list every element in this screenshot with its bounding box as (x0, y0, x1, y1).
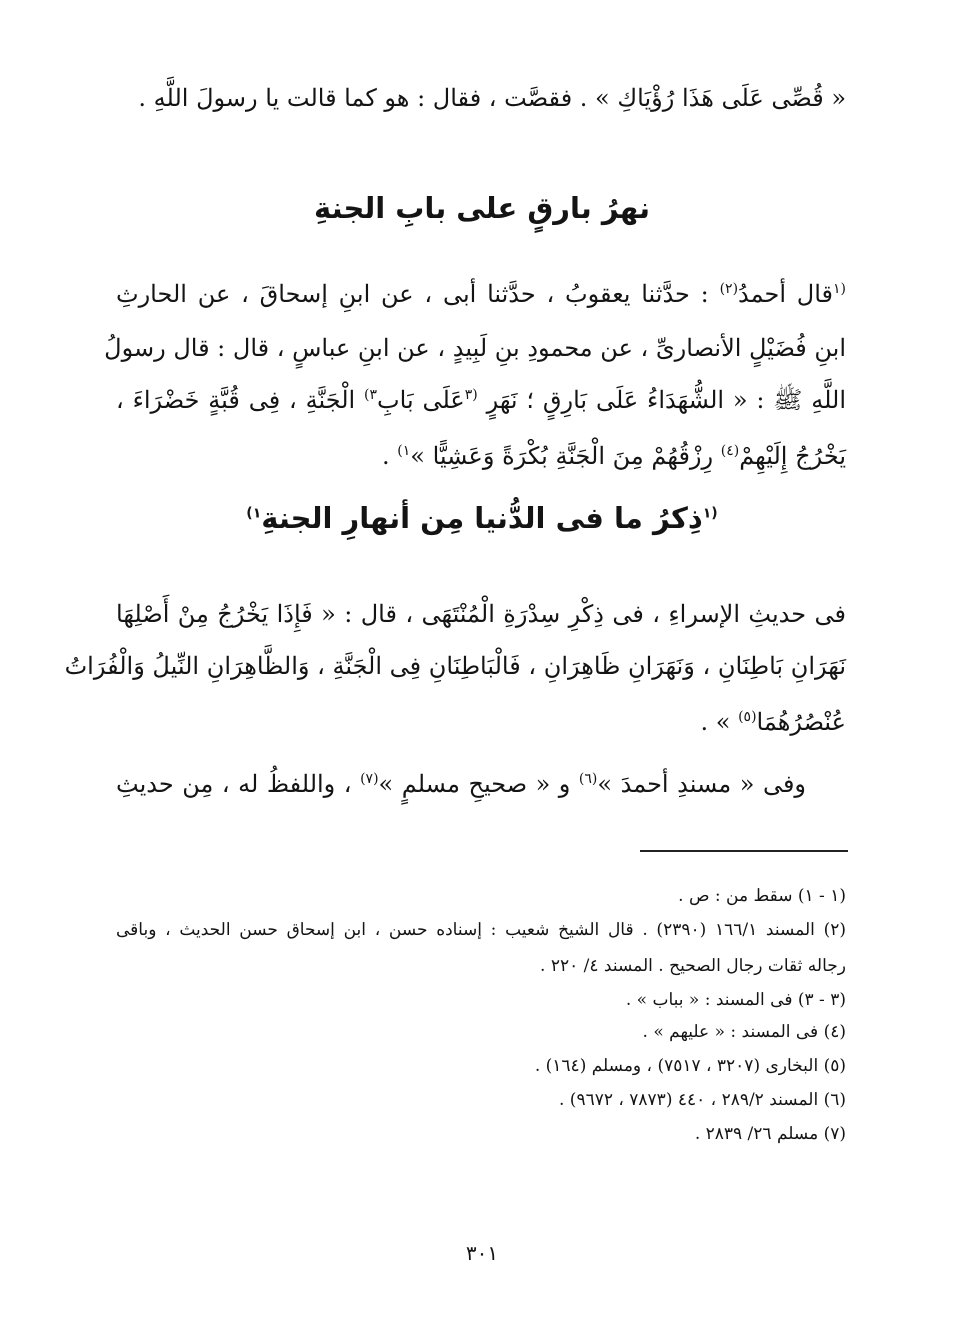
paragraph-line (116, 436, 846, 476)
section-heading-1: نهرُ بارقٍ على بابِ الجنةِ (314, 191, 650, 225)
text-run: : حدَّثنا يعقوبُ ، حدَّثنا أبى ، عن ابنِ إسحاقَ ، عن الحارثِ (116, 280, 720, 308)
footnote-marker: (٣ (464, 387, 478, 403)
section-heading-2 (0, 496, 964, 540)
text-run: . (381, 442, 398, 470)
paragraph-line: نَهَرَانِ بَاطِنَانِ ، وَنَهَرَانِ ظَاهِرَانِ ، فَالْبَاطِنَانِ فِى الْجَنَّةِ ، وَالظَّاهِرَانِ النِّيلُ وَالْفُرَاتُ (64, 652, 846, 680)
footnote: (١ - ١) سقط من : ص . (678, 886, 846, 906)
footnote: (٤) فى المسند : « عليهم » . (642, 1022, 846, 1042)
footnote-marker: (٦) (578, 771, 598, 787)
footnote: (٣ - ٣) فى المسند : « بباب » . (625, 990, 846, 1010)
paragraph-line (116, 274, 846, 314)
heading-text: ذِكرُ ما فى الدُّنيا مِن أنهارِ الجنةِ (261, 501, 703, 535)
paragraph-line: فى حديثِ الإسراءِ ، فى ذِكْرِ سِدْرَةِ الْمُنْتَهَى ، قال : « فَإِذَا يَخْرُجُ مِنْ أَصْلِهَا (116, 600, 846, 628)
footnote-marker: (١ (702, 505, 718, 522)
footnote-marker: ١) (397, 443, 411, 459)
text-run: » . (700, 708, 739, 736)
text-run: اللَّهِ ﷺ : « الشُّهَدَاءُ عَلَى بَارِقٍ ؛ نَهَرٍ (477, 386, 846, 414)
footnote-marker: (١ (833, 281, 847, 297)
footnote-marker: ١) (246, 505, 262, 522)
paragraph-line (116, 380, 846, 420)
text-run: عُنْصُرُهُمَا (756, 708, 846, 736)
footnote: (٥) البخارى (٣٢٠٧ ، ٧٥١٧) ، ومسلم (١٦٤) . (534, 1056, 846, 1076)
text-run: وفى « مسندِ أحمدَ » (597, 770, 807, 798)
paragraph-line (116, 764, 806, 804)
footnote-marker: ٣) (364, 387, 378, 403)
text-run: قال أحمدُ (738, 280, 834, 308)
text-run: ، واللفظُ له ، مِن حديثِ (116, 770, 361, 798)
footnote: رجاله ثقات رجال الصحيح . المسند ٤/ ٢٢٠ . (540, 956, 846, 976)
footnote-marker: (٤) (720, 443, 740, 459)
continuation-line: « قُصِّى عَلَى هَذَا رُؤْيَاكِ » . فقصَّت ، فقال : هو كما قالت يا رسولَ اللَّهِ . (138, 84, 846, 112)
paragraph-line (116, 702, 846, 742)
paragraph-line: ابنِ فُضَيْلٍ الأنصارىِّ ، عن محمودِ بنِ لَبِيدٍ ، عن ابنِ عباسٍ ، قال : قال رسولُ (104, 334, 846, 362)
footnote: (٢) المسند ١٦٦/١ (٢٣٩٠) . قال الشيخ شعيب : إسناده حسن ، ابن إسحاق حسن الحديث ، وباقى (116, 920, 846, 940)
page-number: ٣٠١ (465, 1241, 499, 1265)
footnote: (٧) مسلم ٢٦/ ٢٨٣٩ . (694, 1124, 846, 1144)
footnote: (٦) المسند ٢٨٩/٢ ، ٤٤٠ (٧٨٧٣ ، ٩٦٧٢) . (559, 1090, 846, 1110)
text-run: و « صحيحِ مسلمٍ » (378, 770, 579, 798)
text-run: الْجَنَّةِ ، فِى قُبَّةٍ خَضْرَاءَ ، (116, 386, 365, 414)
text-run: عَلَى بَابِ (377, 386, 465, 414)
footnote-marker: (٧) (360, 771, 379, 787)
footnote-marker: (٢) (719, 281, 739, 297)
text-run: رِزْقُهُمْ مِنَ الْجَنَّةِ بُكْرَةً وَعَشِيًّا » (410, 442, 721, 470)
footnote-marker: (٥) (738, 709, 757, 725)
footnote-separator (640, 850, 848, 852)
text-run: يَخْرُجُ إِلَيْهِمْ (739, 442, 846, 470)
